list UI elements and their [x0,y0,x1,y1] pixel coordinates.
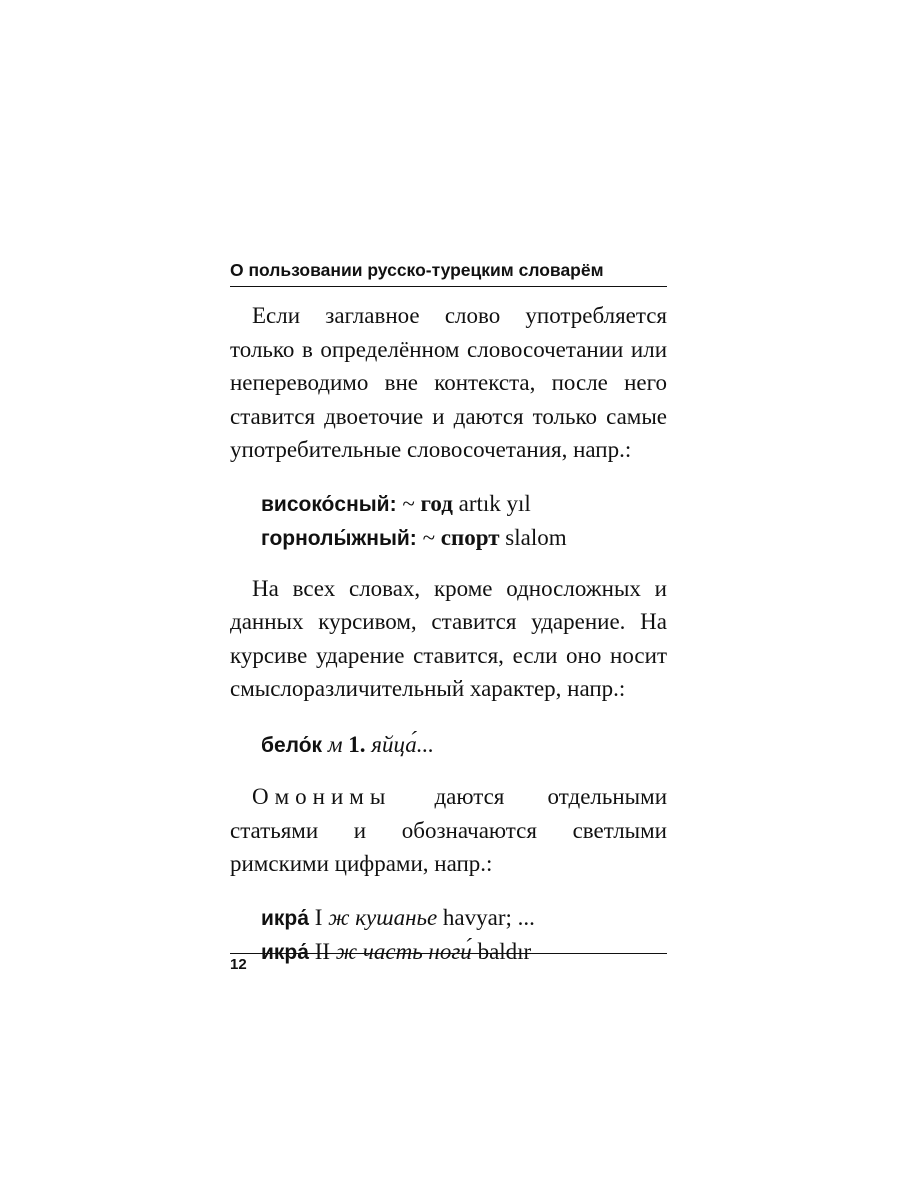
translation: artık yıl [452,490,531,516]
spaced-term: Омонимы [252,784,392,809]
translation: havyar; ... [437,904,535,930]
example-entry-3 [261,728,667,763]
translation: baldır [471,939,532,964]
paragraph-colon-rule: Если заглавное слово употребляется только в определённом словосочетании или непереводимо вне контекста, после него ставится двоеточие и даются только самые употребительные словосочетания, напр.: [230,303,667,462]
translation: slalom [499,525,567,550]
collocation-word: год [420,490,453,516]
headword: бело́к [261,733,323,757]
paragraph-stress-rule: На всех словах, кроме односложных и данных курсивом, ставится ударение. На курсиве ударение ставится, если оно носит смыслоразличительный характер, напр.: [230,575,667,701]
tilde: ~ [416,525,441,550]
paragraph-homonyms-rule [230,780,667,881]
headword: икра́ [261,941,309,964]
example-entry-1 [261,487,667,522]
tilde: ~ [396,490,421,516]
page-content [230,258,667,970]
example-entry-2 [261,521,667,556]
grammar-label: ж часть ноги́ [335,939,472,964]
grammar-label: м [322,731,349,757]
running-head: О пользовании русско-турецким словарём [230,258,667,287]
page-number: 12 [230,956,247,973]
headword: високо́сный: [261,492,397,516]
example-entry-4 [261,901,667,936]
collocation-word: спорт [440,525,500,550]
roman-numeral: II [308,939,336,964]
sense-number: 1. [348,731,366,757]
footer-rule [230,953,667,954]
headword: горнолы́жный: [261,527,417,550]
gloss: яйца́... [365,731,434,757]
roman-numeral: I [308,904,329,930]
headword: икра́ [261,906,309,930]
grammar-label: ж кушанье [328,904,438,930]
paragraph-text: даются отдельными статьями и обозначаются светлыми римскими цифрами, напр.: [230,784,667,876]
